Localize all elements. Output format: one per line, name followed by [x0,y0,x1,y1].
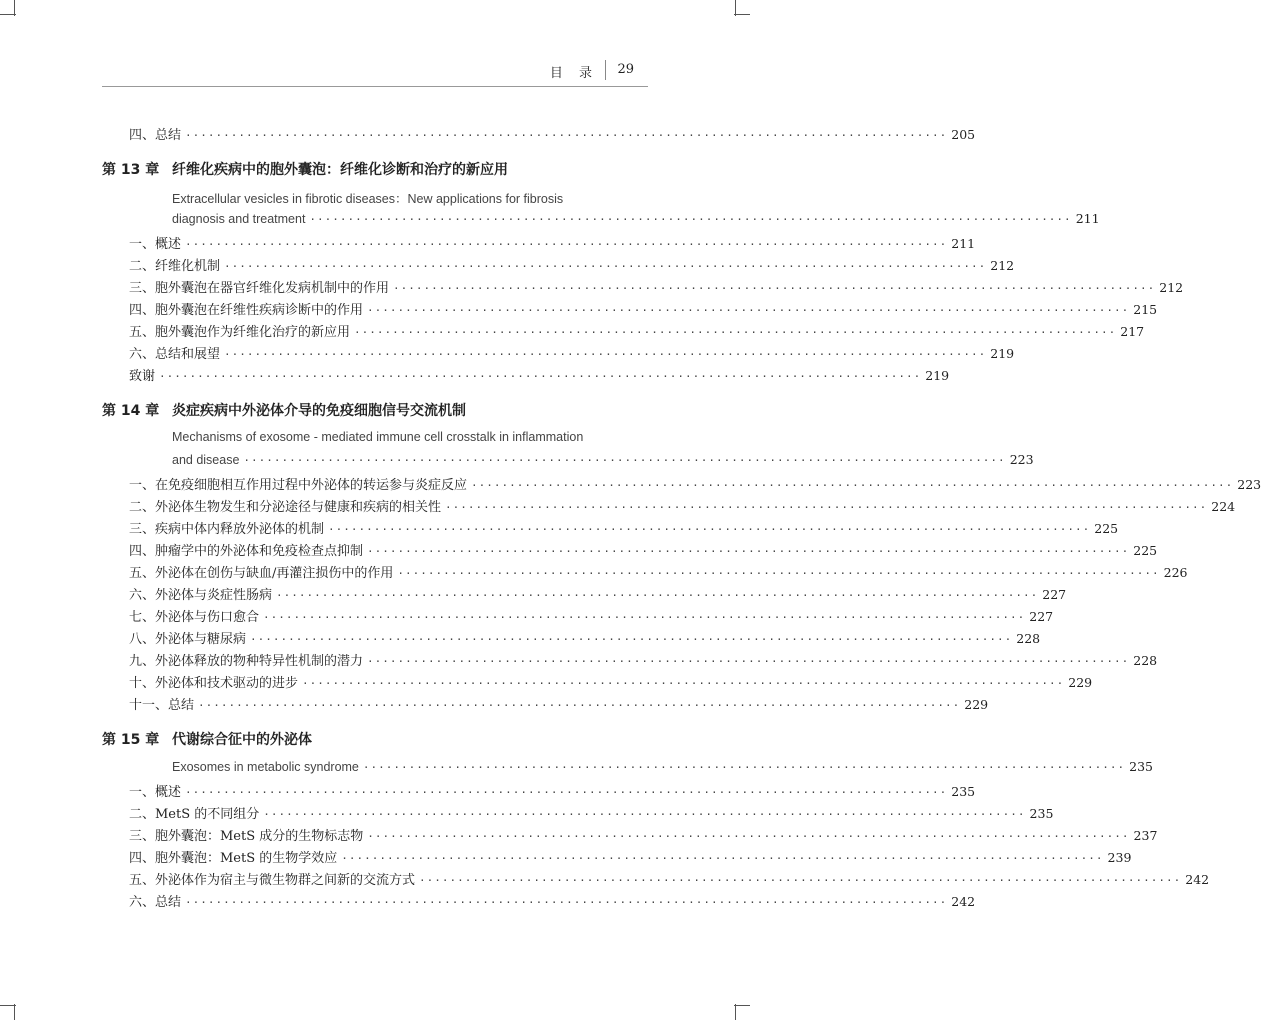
toc-entry-label: 五、外泌体作为宿主与微生物群之间新的交流方式 [129,873,416,888]
toc-entry-page: 237 [1133,828,1158,843]
toc-entry[interactable] [102,277,1184,299]
toc-entry[interactable] [102,255,1015,277]
toc-entry-label: 一、概述 [129,785,182,800]
toc-entry-page: 235 [951,784,976,799]
chapter-13 [102,159,1184,387]
toc-entry-label: 四、肿瘤学中的外泌体和免疫检查点抑制 [129,544,364,559]
toc-entry[interactable] [102,518,1119,540]
chapter-page: 211 [1075,211,1100,226]
toc-entry-label: 六、总结 [129,895,182,910]
toc-entry-label: 三、胞外囊泡在器官纤维化发病机制中的作用 [129,281,390,296]
toc-entry-label: 二、外泌体生物发生和分泌途径与健康和疾病的相关性 [129,500,442,515]
toc-entry-page: 227 [1029,609,1054,624]
leader-dots: ···································································································· [367,655,1130,668]
leader-dots: ···································································································· [224,260,987,273]
toc-entry[interactable] [102,124,976,146]
toc-entry[interactable] [102,233,976,255]
running-header [102,56,648,87]
chapter-15 [102,729,1210,913]
toc-entry-page: 242 [951,894,976,909]
chapter-number: 第 13 章 [102,162,160,178]
toc-entry-page: 242 [1185,872,1210,887]
toc-entry-label: 五、外泌体在创伤与缺血/再灌注损伤中的作用 [129,566,394,581]
toc-entry[interactable] [102,606,1054,628]
leader-dots: ···································································································· [263,808,1026,821]
toc-entry-page: 225 [1094,521,1119,536]
toc-entry-page: 235 [1029,806,1054,821]
header-title: 目 录 [549,66,598,81]
header-page-number: 29 [617,62,634,77]
leader-dots: ···································································································· [328,523,1091,536]
toc-entry[interactable] [102,869,1210,891]
leader-dots: ···································································································· [185,238,948,251]
leader-dots: ···································································································· [198,699,961,712]
toc-entry-page: 215 [1133,302,1158,317]
toc-entry-page: 228 [1133,653,1158,668]
chapter-english-title-line1: Extracellular vesicles in fibrotic diseases：New applications for fibrosis [172,192,564,206]
toc-entry-page: 229 [964,697,989,712]
toc-entry[interactable] [102,496,1236,518]
toc-entry-label: 三、胞外囊泡：MetS 成分的生物标志物 [129,829,364,844]
toc-entry-page: 205 [951,127,976,142]
toc-entry-label: 二、纤维化机制 [129,259,221,274]
toc-entry[interactable] [102,694,989,716]
leader-dots: ···································································································· [309,213,1072,226]
toc-entry-label: 四、胞外囊泡在纤维性疾病诊断中的作用 [129,303,364,318]
chapter-english-title-line2: and disease ···································································································· 223 [172,452,1034,467]
toc-entry[interactable] [102,321,1145,343]
toc-entry[interactable] [102,847,1132,869]
toc-entry-page: 228 [1016,631,1041,646]
toc-entry-page: 211 [951,236,976,251]
chapter-heading[interactable] [102,159,648,189]
chapter-english-title: Exosomes in metabolic syndrome ···································································································· 235 [172,759,1154,774]
toc-entry-page: 239 [1107,850,1132,865]
leader-dots: ···································································································· [250,633,1013,646]
toc-entry-label: 六、总结和展望 [129,347,221,362]
toc-entry-page: 223 [1237,477,1261,492]
toc-entry[interactable] [102,584,1067,606]
chapter-english-title-line1: Mechanisms of exosome - mediated immune cell crosstalk in inflammation [172,430,584,444]
chapter-english-title-line2: diagnosis and treatment ···································································································· 211 [172,211,1100,226]
leader-dots: ···································································································· [367,830,1130,843]
toc-entry-page: 226 [1163,565,1188,580]
leader-dots: ···································································································· [185,786,948,799]
toc-entry-label: 六、外泌体与炎症性肠病 [129,588,273,603]
leader-dots: ···································································································· [185,896,948,909]
toc-entry-label: 四、总结 [129,128,182,143]
chapter-heading[interactable] [102,400,648,430]
leader-dots: ···································································································· [362,761,1126,774]
leader-dots: ···································································································· [397,567,1160,580]
leader-dots: ···································································································· [419,874,1182,887]
toc-entry[interactable] [102,474,1261,496]
table-of-contents [102,124,1261,913]
leader-dots: ···································································································· [341,852,1104,865]
toc-entry[interactable] [102,650,1158,672]
toc-entry-page: 229 [1068,675,1093,690]
toc-entry[interactable] [102,672,1093,694]
toc-entry-page: 212 [990,258,1015,273]
toc-entry-page: 224 [1211,499,1236,514]
toc-entry[interactable] [102,365,950,387]
toc-entry-page: 219 [925,368,950,383]
chapter-heading[interactable] [102,729,648,759]
toc-entry-label: 七、外泌体与伤口愈合 [129,610,260,625]
chapter-title: 炎症疾病中外泌体介导的免疫细胞信号交流机制 [172,403,466,419]
toc-entry-label: 五、胞外囊泡作为纤维化治疗的新应用 [129,325,351,340]
toc-entry-label: 致谢 [129,369,156,384]
chapter-number: 第 15 章 [102,732,160,748]
leader-dots: ···································································································· [354,326,1117,339]
toc-entry[interactable] [102,540,1158,562]
leader-dots: ···································································································· [367,545,1130,558]
toc-entry-label: 十一、总结 [129,698,195,713]
chapter-page: 223 [1009,452,1034,467]
header-divider [605,60,606,80]
toc-entry-page: 217 [1120,324,1145,339]
toc-entry-label: 二、MetS 的不同组分 [129,807,260,822]
toc-entry[interactable] [102,562,1188,584]
toc-entry[interactable] [102,343,1015,365]
toc-entry-label: 八、外泌体与糖尿病 [129,632,247,647]
toc-entry-label: 一、概述 [129,237,182,252]
leader-dots: ···································································································· [393,282,1156,295]
leader-dots: ···································································································· [159,370,922,383]
leader-dots: ···································································································· [263,611,1026,624]
toc-entry-page: 219 [990,346,1015,361]
chapter-title: 纤维化疾病中的胞外囊泡：纤维化诊断和治疗的新应用 [172,162,508,178]
toc-entry[interactable] [102,803,1054,825]
leader-dots: ···································································································· [445,501,1208,514]
toc-entry[interactable] [102,299,1158,321]
leader-dots: ···································································································· [471,479,1234,492]
toc-entry-label: 九、外泌体释放的物种特异性机制的潜力 [129,654,364,669]
chapter-title: 代谢综合征中的外泌体 [172,732,312,748]
leader-dots: ···································································································· [243,454,1006,467]
leader-dots: ···································································································· [302,677,1065,690]
toc-entry-page: 212 [1159,280,1184,295]
toc-entry-page: 225 [1133,543,1158,558]
toc-entry[interactable] [102,825,1158,847]
toc-entry[interactable] [102,781,976,803]
toc-entry[interactable] [102,891,976,913]
toc-entry-label: 十、外泌体和技术驱动的进步 [129,676,299,691]
chapter-14 [102,400,1261,716]
toc-entry-label: 四、胞外囊泡：MetS 的生物学效应 [129,851,338,866]
toc-entry-label: 一、在免疫细胞相互作用过程中外泌体的转运参与炎症反应 [129,478,468,493]
leader-dots: ···································································································· [224,348,987,361]
chapter-page: 235 [1129,759,1154,774]
toc-entry-page: 227 [1042,587,1067,602]
toc-entry[interactable] [102,628,1041,650]
leader-dots: ···································································································· [185,129,948,142]
chapter-number: 第 14 章 [102,403,160,419]
leader-dots: ···································································································· [367,304,1130,317]
leader-dots: ···································································································· [276,589,1039,602]
toc-entry-label: 三、疾病中体内释放外泌体的机制 [129,522,325,537]
